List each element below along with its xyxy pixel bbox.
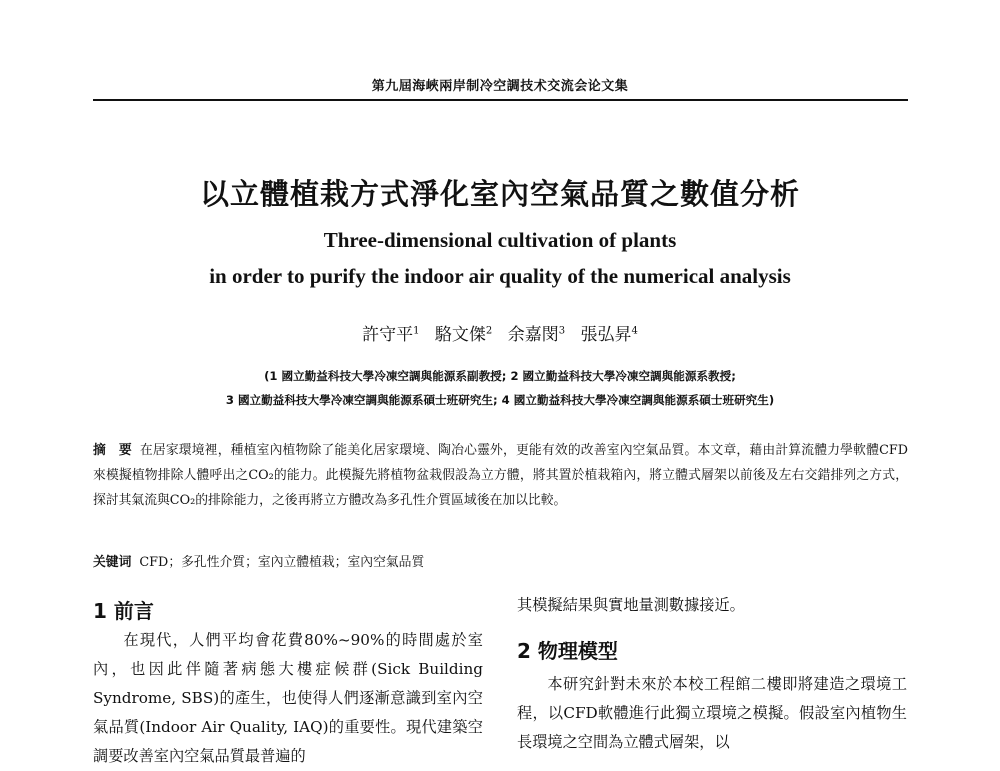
keywords-text: CFD；多孔性介質；室內立體植栽；室內空氣品質: [139, 555, 425, 570]
header-rule: [93, 99, 908, 101]
paper-title-english-line1: Three-dimensional cultivation of plants: [323, 228, 677, 252]
left-column: [93, 596, 483, 771]
abstract-label: 摘 要: [93, 443, 132, 458]
author: 余嘉閔$^3$: [507, 325, 566, 345]
affiliation-line2: 3 國立勤益科技大學冷凍空調與能源系碩士班研究生; 4 國立勤益科技大學冷凍空調與能源系碩士班研究生): [225, 393, 775, 407]
running-header: 第九屆海峽兩岸制冷空調技术交流会论文集: [371, 79, 629, 94]
introduction-paragraph: 在現代，人們平均會花費80%~90%的時間處於室內，也因此伴隨著病態大樓症候群(Sick Building Syndrome, SBS)的產生，也使得人們逐漸意識到室內空氣品質(Indoor Air Quality, IAQ)的重要性。現代建築空調要改善室內空氣品質最普遍的: [93, 631, 483, 765]
affiliation-line1: (1 國立勤益科技大學冷凍空調與能源系副教授; 2 國立勤益科技大學冷凍空調與能源系教授;: [264, 369, 736, 383]
right-column: [517, 591, 907, 757]
author-list: [0, 320, 1000, 345]
paper-title-chinese: 以立體植栽方式淨化室內空氣品質之數值分析: [199, 177, 800, 211]
author: 許守平$^1$: [362, 325, 420, 345]
physical-model-paragraph: 本研究針對未來於本校工程館二樓即將建造之環境工程，以CFD軟體進行此獨立環境之模擬。假設室內植物生長環境之空間為立體式層架，以: [517, 675, 907, 751]
abstract: [93, 438, 908, 513]
section-heading-physical-model: 2 物理模型: [517, 639, 618, 663]
author: 駱文傑$^2$: [434, 325, 493, 345]
author: 張弘昇$^4$: [580, 325, 638, 345]
continued-paragraph: 其模擬結果與實地量測數據接近。: [517, 596, 745, 614]
keywords: [93, 551, 908, 570]
abstract-text: 在居家環境裡，種植室內植物除了能美化居家環境、陶冶心靈外，更能有效的改善室內空氣品質。本文章，藉由計算流體力學軟體CFD來模擬植物排除人體呼出之CO₂的能力。此模擬先將植物盆栽假設為立方體，將其置於植栽箱內，將立體式層架以前後及左右交錯排列之方式，探討其氣流與CO₂的排除能力，之後再將立方體改為多孔性介質區域後在加以比較。: [93, 443, 908, 508]
keywords-label: 关键词: [93, 555, 132, 570]
paper-title-english-line2: in order to purify the indoor air quality of the numerical analysis: [209, 264, 791, 288]
section-heading-introduction: 1 前言: [93, 599, 154, 623]
